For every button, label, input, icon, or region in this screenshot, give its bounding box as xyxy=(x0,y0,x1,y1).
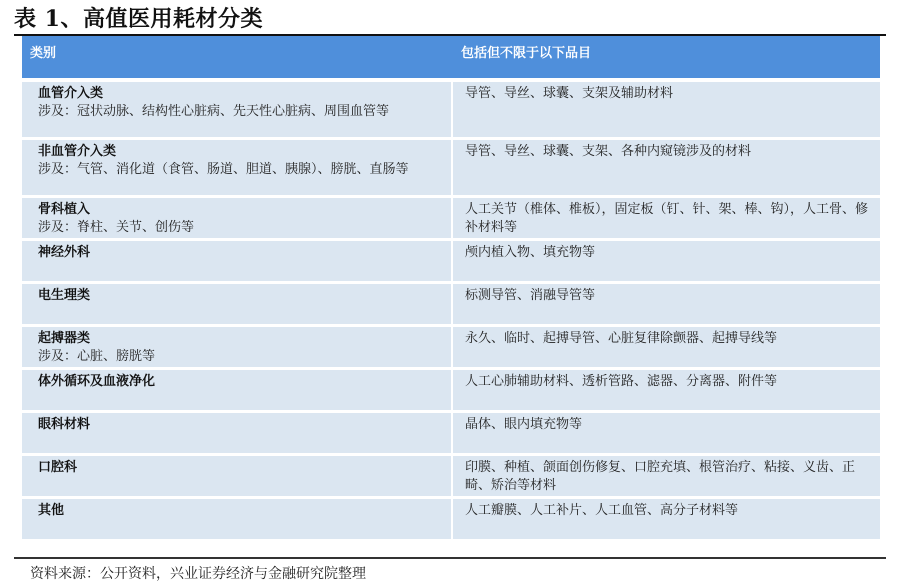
table-row xyxy=(22,82,880,137)
row-items: 标测导管、消融导管等 xyxy=(465,288,596,303)
header-items: 包括但不限于以下品目 xyxy=(461,46,592,61)
table-row xyxy=(22,327,880,367)
row-items: 晶体、眼内填充物等 xyxy=(465,417,583,432)
table-row xyxy=(22,241,880,281)
row-category: 口腔科 xyxy=(38,460,78,475)
header-category: 类别 xyxy=(30,46,57,61)
row-detail: 涉及：冠状动脉、结构性心脏病、先天性心脏病、周围血管等 xyxy=(38,104,390,119)
row-category: 眼科材料 xyxy=(38,417,91,432)
row-detail: 涉及：气管、消化道（食管、肠道、胆道、胰腺）、膀胱、直肠等 xyxy=(38,162,409,177)
row-items: 颅内植入物、填充物等 xyxy=(465,245,596,260)
table-row xyxy=(22,284,880,324)
row-category: 体外循环及血液净化 xyxy=(38,374,156,389)
table-row xyxy=(22,499,880,539)
row-category: 神经外科 xyxy=(38,245,91,260)
table-row xyxy=(22,140,880,195)
row-items: 人工心肺辅助材料、透析管路、滤器、分离器、附件等 xyxy=(465,374,778,389)
table-row xyxy=(22,456,880,496)
row-detail: 涉及：心脏、膀胱等 xyxy=(38,349,156,364)
row-category: 电生理类 xyxy=(38,288,91,303)
classification-table xyxy=(22,36,880,542)
table-header xyxy=(22,36,880,78)
bottom-rule xyxy=(14,557,886,559)
row-items: 人工瓣膜、人工补片、人工血管、高分子材料等 xyxy=(465,503,739,518)
source-note: 资料来源：公开资料，兴业证券经济与金融研究院整理 xyxy=(30,566,366,582)
row-category: 起搏器类 xyxy=(38,331,91,346)
row-items: 永久、临时、起搏导管、心脏复律除颤器、起搏导线等 xyxy=(465,331,778,346)
row-category: 血管介入类 xyxy=(38,86,104,101)
row-items: 导管、导丝、球囊、支架及辅助材料 xyxy=(465,86,674,101)
table-title: 表 1、高值医用耗材分类 xyxy=(14,6,263,32)
table-row xyxy=(22,198,880,238)
row-category: 骨科植入 xyxy=(38,202,91,217)
row-category: 其他 xyxy=(38,503,65,518)
row-items: 印膜、种植、颌面创伤修复、口腔充填、根管治疗、粘接、义齿、正畸、矫治等材料 xyxy=(465,460,856,493)
table-row xyxy=(22,413,880,453)
row-items: 导管、导丝、球囊、支架、各种内窥镜涉及的材料 xyxy=(465,144,752,159)
table-row xyxy=(22,370,880,410)
row-items: 人工关节（椎体、椎板），固定板（钉、针、架、棒、钩），人工骨、修补材料等 xyxy=(465,202,869,235)
row-category: 非血管介入类 xyxy=(38,144,117,159)
row-detail: 涉及：脊柱、关节、创伤等 xyxy=(38,220,195,235)
